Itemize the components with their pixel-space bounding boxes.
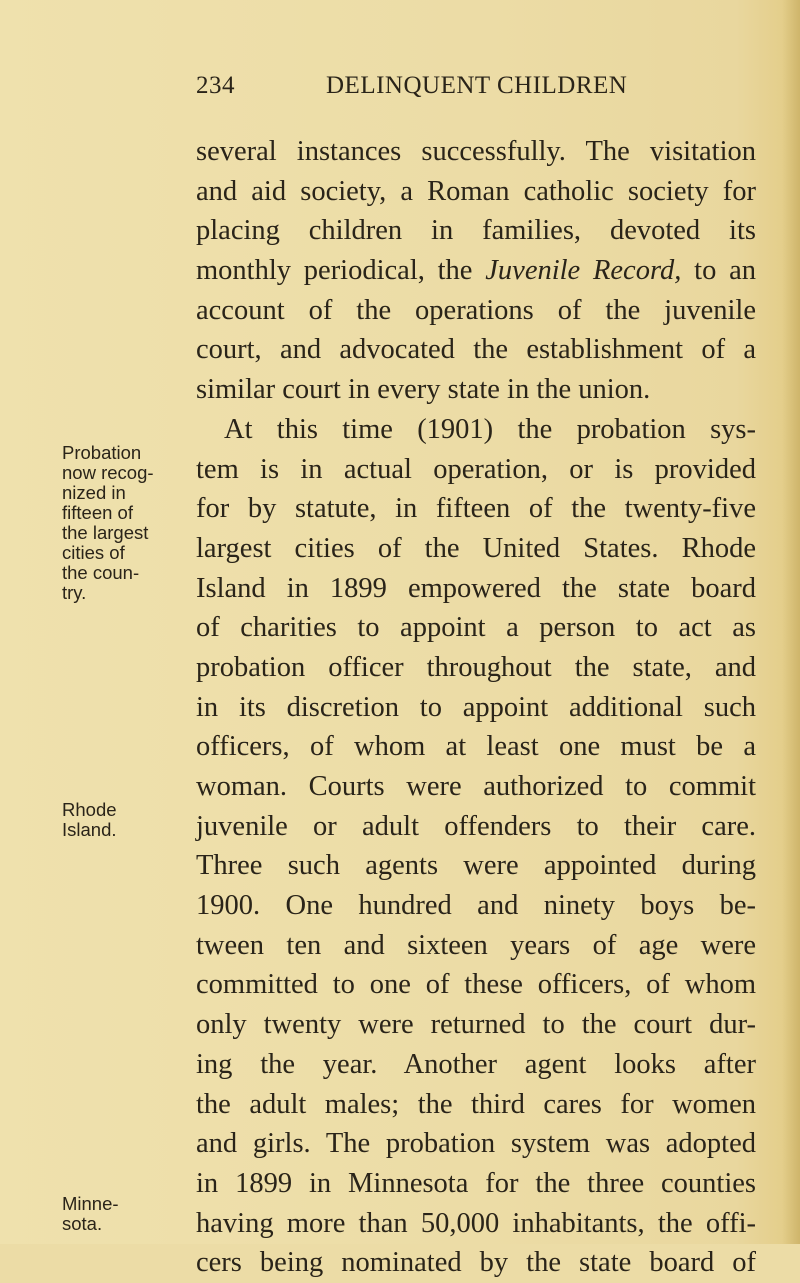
body-line: largest cities of the United States. Rhode: [196, 532, 756, 564]
body-line: account of the operations of the juvenile: [196, 294, 756, 326]
sidenote-line: Probation: [62, 442, 142, 463]
body-line: only twenty were returned to the court dur-: [196, 1009, 756, 1041]
body-line: officers, of whom at least one must be a: [196, 731, 756, 763]
paragraph-start: At this time (1901) the probation sys-: [224, 413, 756, 445]
body-line: woman. Courts were authorized to commit: [196, 771, 756, 802]
periodical-title: Juvenile Record,: [485, 255, 682, 287]
sidenote-line: Island.: [62, 819, 117, 840]
body-line: of charities to appoint a person to act as: [196, 612, 756, 644]
body-line: juvenile or adult offenders to their care.: [196, 810, 756, 842]
page-number: 234: [196, 72, 235, 99]
sidenote-line: Rhode: [62, 799, 117, 820]
sidenote-line: now recog-: [62, 462, 154, 483]
body-line-with-title: [196, 251, 756, 291]
sidenote-rhode-island: [62, 800, 190, 840]
page-edge-shadow: [782, 0, 800, 1244]
body-line: in its discretion to appoint additional such: [196, 691, 756, 723]
running-head: DELINQUENT CHILDREN: [326, 72, 628, 99]
sidenote-line: sota.: [62, 1213, 103, 1234]
body-line: for by statute, in fifteen of the twenty-five: [196, 493, 756, 525]
body-line: Island in 1899 empowered the state board: [196, 572, 756, 604]
body-line: court, and advocated the establishment of a: [196, 334, 756, 366]
sidenote-line: try.: [62, 582, 87, 603]
body-line: similar court in every state in the union.: [196, 374, 651, 406]
page-header: [196, 72, 756, 112]
body-line: in 1899 in Minnesota for the three counties: [196, 1167, 756, 1199]
body-line: and aid society, a Roman catholic society for: [196, 175, 756, 207]
body-line: Three such agents were appointed during: [196, 850, 756, 882]
sidenote-line: cities of: [62, 542, 125, 563]
body-line-end: to an: [694, 255, 757, 287]
body-line-start: monthly periodical, the: [196, 255, 473, 287]
body-line: placing children in families, devoted its: [196, 215, 756, 247]
sidenote-line: the largest: [62, 522, 149, 543]
body-line: several instances successfully. The visitation: [196, 136, 756, 167]
body-line: the adult males; the third cares for women: [196, 1088, 756, 1120]
body-line: 1900. One hundred and ninety boys be-: [196, 890, 756, 922]
body-text: [196, 132, 756, 1283]
body-line: ing the year. Another agent looks after: [196, 1048, 756, 1080]
body-line: probation officer throughout the state, and: [196, 651, 756, 683]
body-line: cers being nominated by the state board of: [196, 1247, 756, 1279]
body-line: having more than 50,000 inhabitants, the offi-: [196, 1207, 756, 1239]
sidenote-minnesota: [62, 1194, 190, 1234]
sidenote-line: Minne-: [62, 1193, 119, 1214]
sidenote-line: the coun-: [62, 562, 140, 583]
body-line: tween ten and sixteen years of age were: [196, 929, 756, 961]
body-line: tem is in actual operation, or is provided: [196, 453, 756, 485]
sidenote-line: nized in: [62, 482, 126, 503]
sidenote-probation: [62, 443, 190, 603]
sidenote-line: fifteen of: [62, 502, 133, 523]
body-line: committed to one of these officers, of whom: [196, 969, 756, 1001]
body-line: and girls. The probation system was adopted: [196, 1128, 756, 1160]
